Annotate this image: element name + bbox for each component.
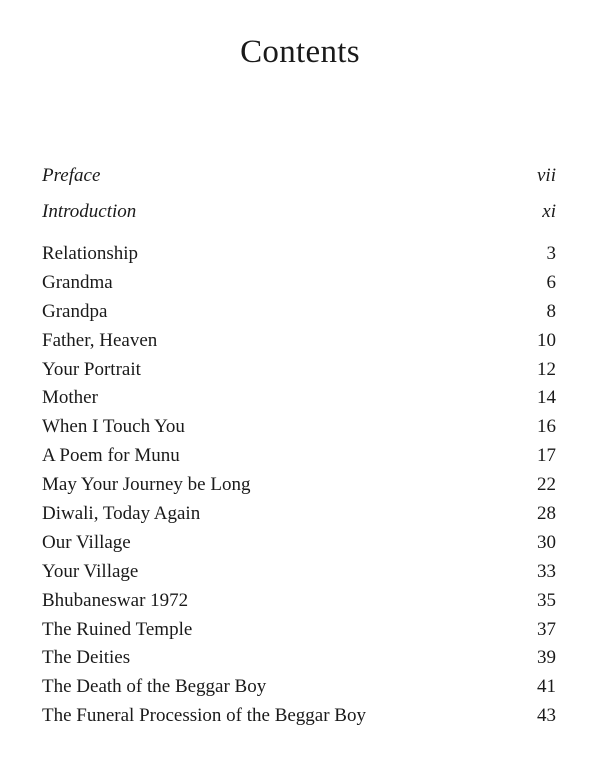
toc-entry-page: 8 [546, 300, 556, 322]
toc-entry-title: The Ruined Temple [42, 618, 193, 640]
toc-entry-title: Preface [42, 165, 101, 186]
toc-entry-page: vii [537, 165, 556, 186]
toc-entry-title: Our Village [42, 531, 131, 553]
toc-entry[interactable] [42, 442, 556, 471]
toc-entry-page: 22 [537, 474, 556, 496]
toc-entry[interactable] [42, 413, 556, 442]
toc-entry-title: Father, Heaven [42, 329, 158, 351]
toc-entry-page: 37 [537, 618, 556, 640]
toc-entry-page: 30 [537, 531, 556, 553]
toc-entry[interactable] [42, 558, 556, 587]
toc-entry[interactable] [42, 240, 556, 269]
toc-entry[interactable] [42, 356, 556, 385]
toc-entry-title: Bhubaneswar 1972 [42, 589, 189, 611]
toc-entry[interactable] [42, 298, 556, 327]
toc-entry-page: 28 [537, 503, 556, 525]
toc-entry-page: xi [542, 201, 556, 222]
toc-entry[interactable] [42, 327, 556, 356]
toc-entry-page: 6 [546, 271, 556, 293]
toc-entry-title: Diwali, Today Again [42, 503, 201, 525]
toc-entry-title: A Poem for Munu [42, 445, 180, 467]
contents-list [42, 240, 556, 731]
toc-entry[interactable] [42, 529, 556, 558]
toc-entry-page: 35 [537, 589, 556, 611]
toc-entry-title: Introduction [42, 201, 137, 222]
toc-entry-title: Relationship [42, 243, 139, 264]
toc-entry[interactable] [42, 384, 556, 413]
toc-entry-page: 33 [537, 560, 556, 582]
toc-entry-page: 14 [537, 387, 556, 409]
front-matter-list [42, 162, 556, 234]
toc-entry-page: 39 [537, 647, 556, 669]
toc-entry-title: Your Portrait [42, 358, 141, 380]
toc-entry-title: Your Village [42, 560, 139, 582]
toc-entry-title: The Funeral Procession of the Beggar Boy [42, 705, 366, 727]
toc-entry[interactable] [42, 587, 556, 616]
page-title: Contents [240, 34, 360, 70]
toc-entry-page: 41 [537, 676, 556, 698]
toc-entry[interactable] [42, 644, 556, 673]
toc-entry-page: 16 [537, 416, 556, 438]
toc-entry[interactable] [42, 616, 556, 645]
toc-entry[interactable] [42, 702, 556, 731]
toc-entry-page: 3 [546, 243, 556, 264]
toc-entry[interactable] [42, 673, 556, 702]
toc-entry[interactable] [42, 500, 556, 529]
toc-entry-title: The Death of the Beggar Boy [42, 676, 267, 698]
toc-entry-introduction[interactable] [42, 198, 556, 234]
toc-entry-title: The Deities [42, 647, 131, 669]
toc-entry-page: 10 [537, 329, 556, 351]
toc-entry-title: When I Touch You [42, 416, 185, 438]
toc-entry-page: 17 [537, 445, 556, 467]
toc-entry-title: Mother [42, 387, 98, 409]
toc-entry-title: Grandpa [42, 300, 108, 322]
toc-entry-page: 43 [537, 705, 556, 727]
toc-entry-preface[interactable] [42, 162, 556, 198]
toc-entry-page: 12 [537, 358, 556, 380]
toc-entry[interactable] [42, 471, 556, 500]
toc-entry-title: May Your Journey be Long [42, 474, 251, 496]
toc-entry[interactable] [42, 269, 556, 298]
toc-entry-title: Grandma [42, 271, 113, 293]
